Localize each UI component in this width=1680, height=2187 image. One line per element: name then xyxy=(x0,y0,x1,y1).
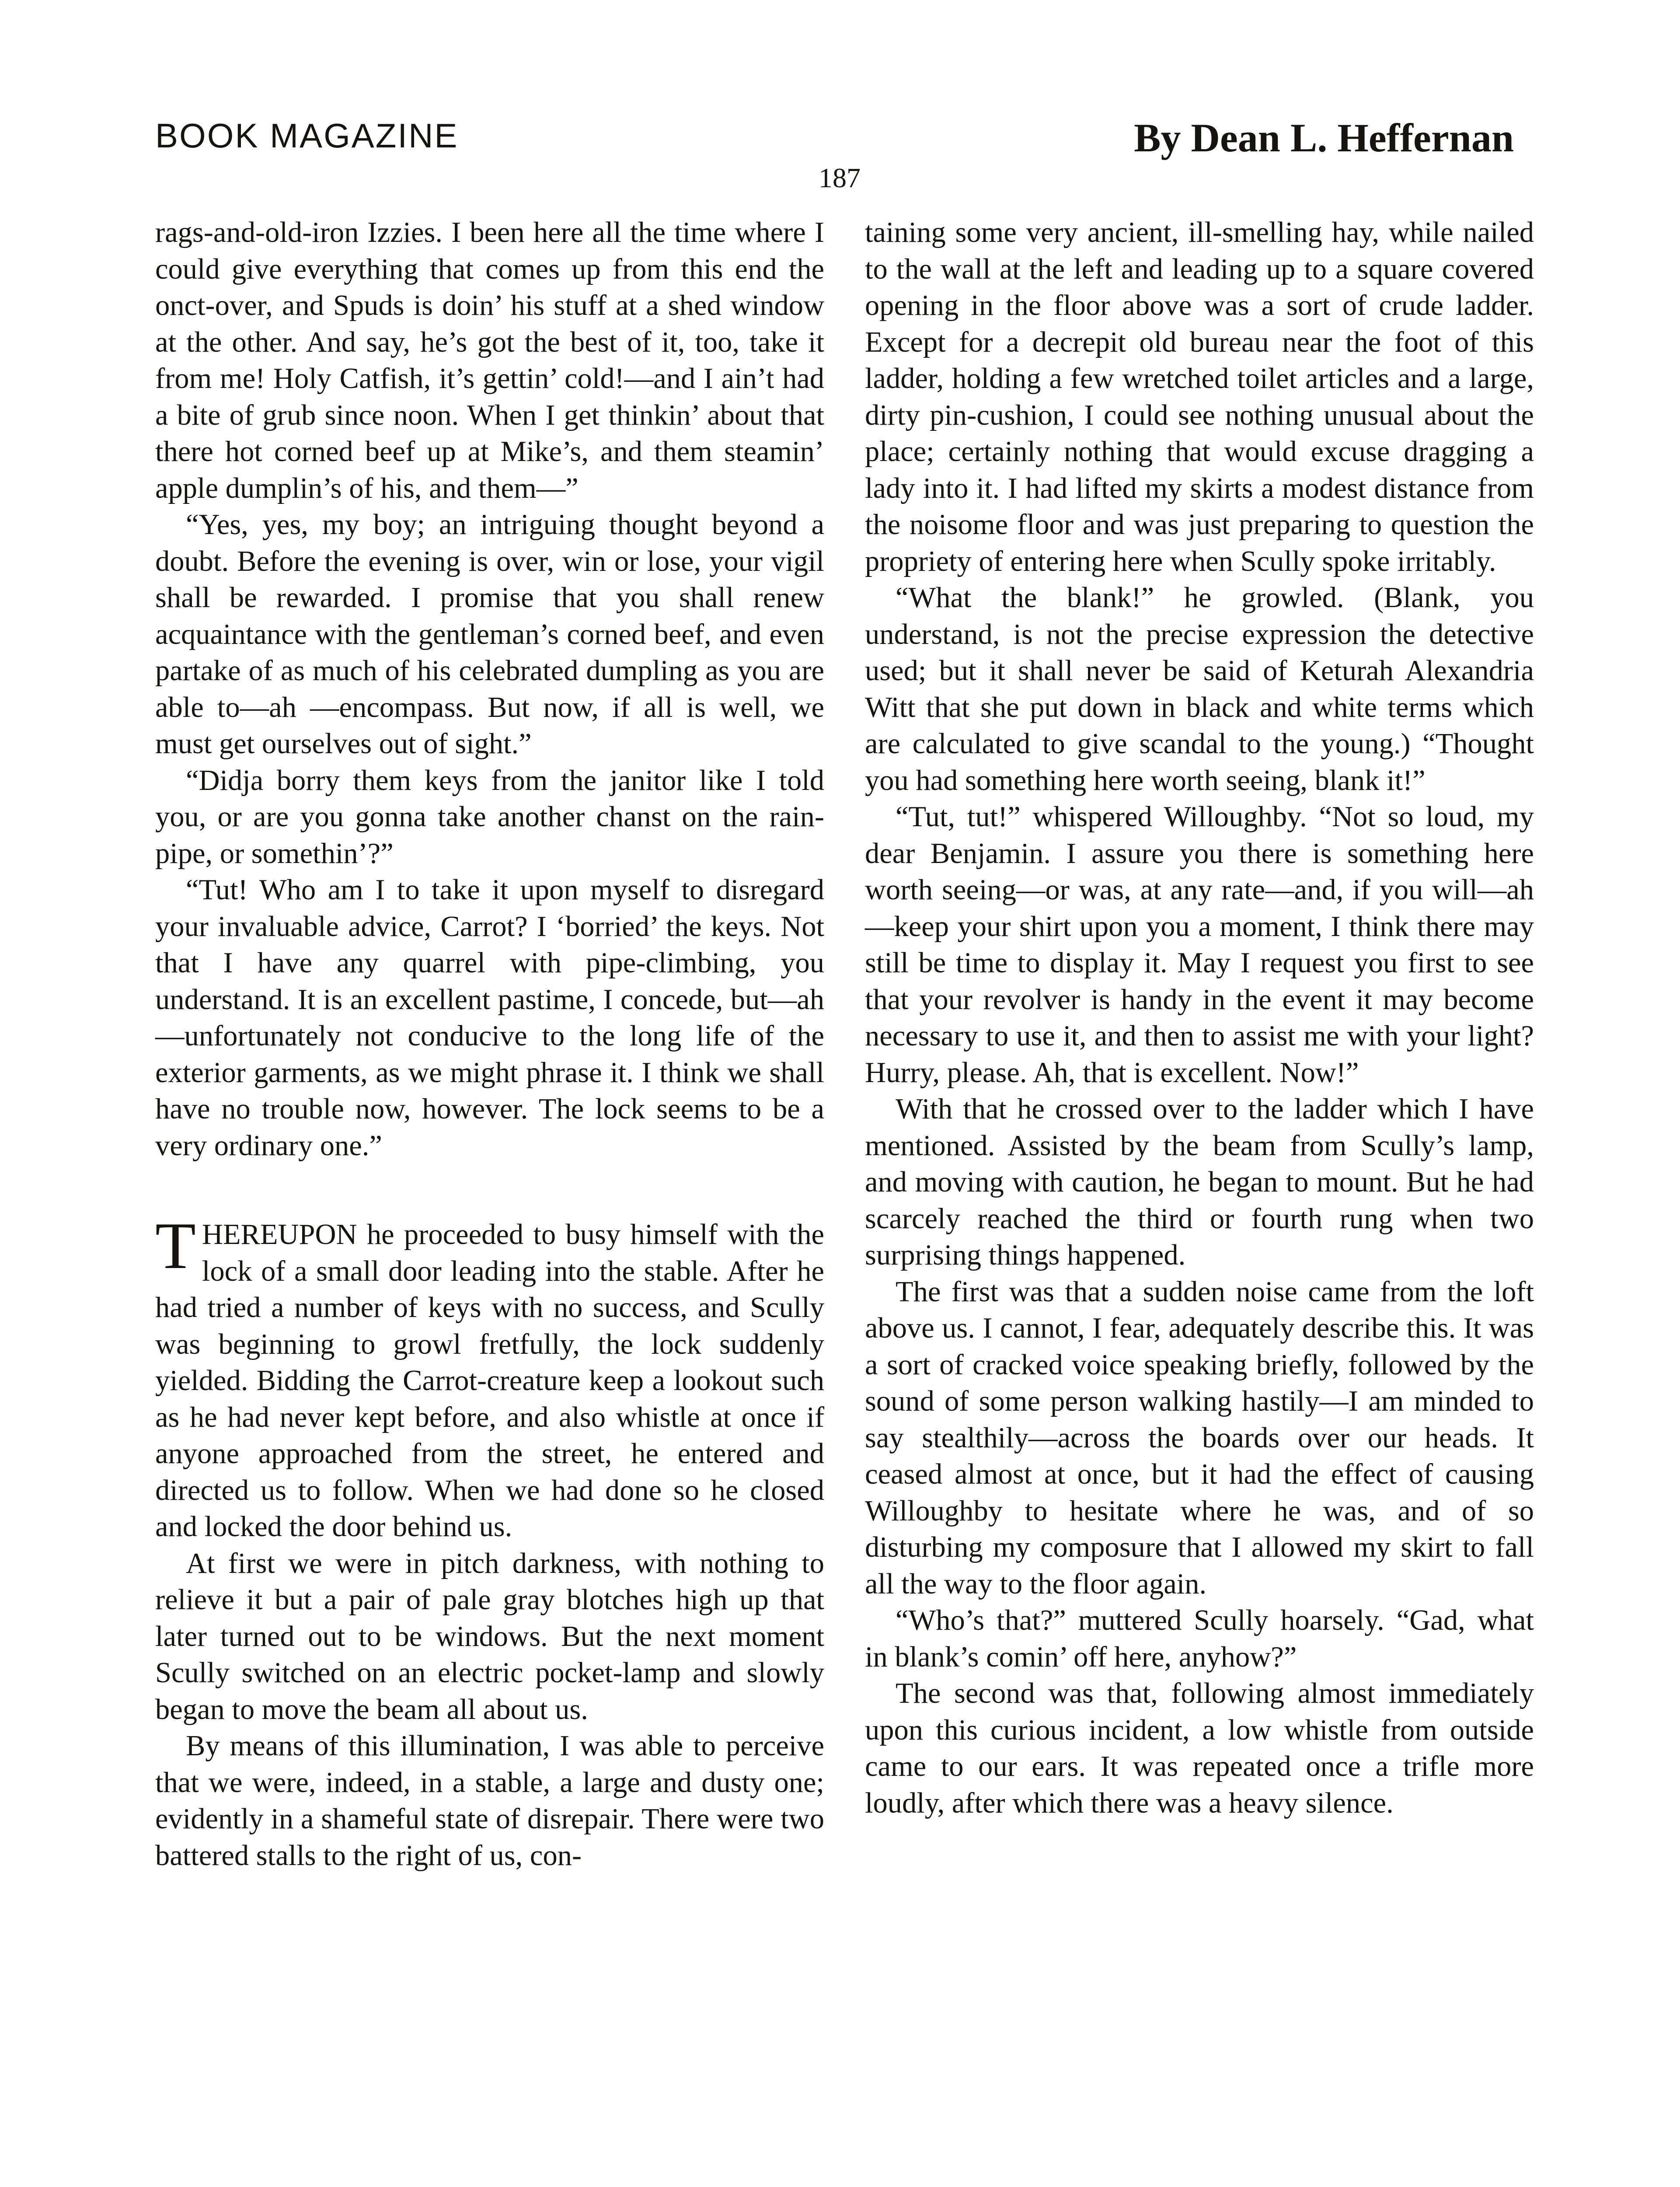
paragraph: By means of this illumination, I was able to perceive that we were, indeed, in a stable, a large and dusty one; evidently in a shameful state of disrepair. There were two battered stalls to the right of us, con- xyxy=(155,1730,824,1872)
page-number: 187 xyxy=(819,162,861,193)
paragraph: “What the blank!” he growled. (Blank, you understand, is not the precise expression the detective used; but it shall never be said of Keturah Alexandria Witt that she put down in black and white terms which are calculated to give scandal to the young.) “Thought you had something here worth seeing, blank it!” xyxy=(865,582,1534,797)
paragraph: “Yes, yes, my boy; an intriguing thought beyond a doubt. Before the evening is over, win or lose, your vigil shall be rewarded. I promise that you shall renew acquaintance with the gentleman’s corned beef, and even partake of as much of his celebrated dumpling as you are able to—ah —encompass. But now, if all is well, we must get ourselves out of sight.” xyxy=(155,509,824,760)
paragraph: The first was that a sudden noise came from the loft above us. I cannot, I fear, adequately describe this. It was a sort of cracked voice speaking briefly, followed by the sound of some person walking hastily—I am minded to say stealthily—across the boards over our heads. It ceased almost at once, but it had the effect of causing Willoughby to hesitate where he was, and of so disturbing my composure that I allowed my skirt to fall all the way to the floor again. xyxy=(865,1275,1534,1600)
paragraph: “Tut, tut!” whispered Willoughby. “Not so loud, my dear Benjamin. I assure you there is something here worth seeing—or was, at any rate—and, if you will—ah—keep your shirt upon you a moment, I think there may still be time to display it. May I request you first to see that your revolver is handy in the event it may become necessary to use it, and then to assist me with your light? Hurry, please. Ah, that is excellent. Now!” xyxy=(865,801,1534,1089)
paragraph: At first we were in pitch darkness, with nothing to relieve it but a pair of pale gray blotches high up that later turned out to be windows. But the next moment Scully switched on an electric pocket-lamp and slowly began to move the beam all about us. xyxy=(155,1547,824,1726)
left-column xyxy=(155,214,824,1874)
right-column xyxy=(865,214,1534,1821)
paragraph: “Didja borry them keys from the janitor like I told you, or are you gonna take another chanst on the rain-pipe, or somethin’?” xyxy=(155,764,824,870)
paragraph: rags-and-old-iron Izzies. I been here all the time where I could give everything that comes up from this end the onct-over, and Spuds is doin’ his stuff at a shed window at the other. And say, he’s got the best of it, too, take it from me! Holy Catfish, it’s gettin’ cold!—and I ain’t had a bite of grub since noon. When I get thinkin’ about that there hot corned beef up at Mike’s, and them steamin’ apple dumplin’s of his, and them—” xyxy=(155,217,824,504)
paragraph: “Who’s that?” muttered Scully hoarsely. “Gad, what in blank’s comin’ off here, anyhow?” xyxy=(865,1604,1534,1673)
running-header-magazine: BOOK MAGAZINE xyxy=(155,116,459,155)
running-header-author: By Dean L. Heffernan xyxy=(1134,115,1514,160)
section-opening-paragraph: THEREUPON he proceeded to busy himself with the lock of a small door leading into the stable. After he had tried a number of keys with no success, and Scully was beginning to growl fretfully, the lock suddenly yielded. Bidding the Carrot-creature keep a lookout such as he had never kept before, and also whistle at once if anyone approached from the street, he entered and directed us to follow. When we had done so he closed and locked the door behind us. xyxy=(155,1209,824,1543)
paragraph: taining some very ancient, ill-smelling hay, while nailed to the wall at the left and leading up to a square covered opening in the floor above was a sort of crude ladder. Except for a decrepit old bureau near the foot of this ladder, holding a few wretched toilet articles and a large, dirty pin-cushion, I could see nothing unusual about the place; certainly nothing that would excuse dragging a lady into it. I had lifted my skirts a modest distance from the noisome floor and was just preparing to question the propriety of entering here when Scully spoke irritably. xyxy=(865,217,1534,577)
paragraph: The second was that, following almost immediately upon this curious incident, a low whistle from outside came to our ears. It was repeated once a trifle more loudly, after which there was a heavy silence. xyxy=(865,1677,1534,1819)
paragraph: With that he crossed over to the ladder which I have mentioned. Assisted by the beam from Scully’s lamp, and moving with caution, he began to mount. But he had scarcely reached the third or fourth rung when two surprising things happened. xyxy=(865,1093,1534,1271)
paragraph: “Tut! Who am I to take it upon myself to disregard your invaluable advice, Carrot? I ‘borried’ the keys. Not that I have any quarrel with pipe-climbing, you understand. It is an excellent pastime, I concede, but—ah—unfortunately not conducive to the long life of the exterior garments, as we might phrase it. I think we shall have no trouble now, however. The lock seems to be a very ordinary one.” xyxy=(155,874,824,1162)
